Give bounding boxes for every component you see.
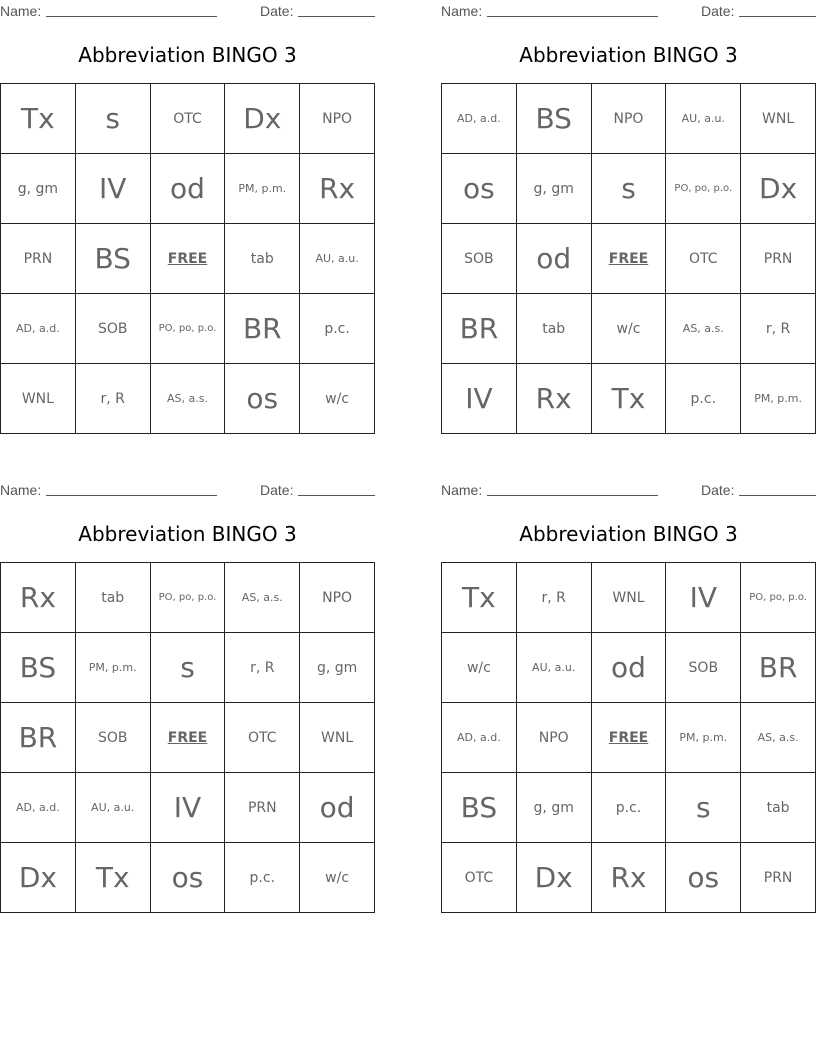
bingo-cell: PO, po, p.o. <box>741 563 816 633</box>
bingo-cell: IV <box>76 154 151 224</box>
bingo-cell: BS <box>442 773 517 843</box>
date-label: Date: <box>701 3 735 19</box>
name-date-row <box>0 482 375 498</box>
date-label: Date: <box>260 3 294 19</box>
bingo-cell: Tx <box>442 563 517 633</box>
bingo-cell: Dx <box>225 84 300 154</box>
bingo-cell: g, gm <box>300 633 375 703</box>
bingo-cell: w/c <box>300 364 375 434</box>
card-title: Abbreviation BINGO 3 <box>78 43 297 67</box>
card-title: Abbreviation BINGO 3 <box>519 522 738 546</box>
bingo-cell: BS <box>1 633 76 703</box>
bingo-cell: NPO <box>300 84 375 154</box>
bingo-cell: PM, p.m. <box>225 154 300 224</box>
bingo-cell: WNL <box>300 703 375 773</box>
bingo-cell: Dx <box>1 843 76 913</box>
name-label: Name: <box>0 482 42 498</box>
bingo-cell: os <box>442 154 517 224</box>
bingo-cell: AU, a.u. <box>76 773 151 843</box>
name-date-row <box>441 482 816 498</box>
bingo-cell: AU, a.u. <box>517 633 592 703</box>
date-label: Date: <box>701 482 735 498</box>
bingo-cell: s <box>76 84 151 154</box>
free-space-cell: FREE <box>151 703 226 773</box>
bingo-cell: SOB <box>76 294 151 364</box>
bingo-cell: NPO <box>300 563 375 633</box>
bingo-cell: PRN <box>741 843 816 913</box>
bingo-grid <box>0 83 375 434</box>
card-title: Abbreviation BINGO 3 <box>519 43 738 67</box>
bingo-cell: WNL <box>1 364 76 434</box>
bingo-cell: Tx <box>592 364 667 434</box>
name-line <box>46 495 217 496</box>
bingo-cell: w/c <box>592 294 667 364</box>
bingo-cell: od <box>517 224 592 294</box>
name-line <box>46 16 217 17</box>
bingo-cell: p.c. <box>666 364 741 434</box>
bingo-cell: w/c <box>442 633 517 703</box>
bingo-cell: Rx <box>300 154 375 224</box>
bingo-cell: WNL <box>592 563 667 633</box>
bingo-cell: PO, po, p.o. <box>666 154 741 224</box>
bingo-cell: od <box>592 633 667 703</box>
date-line <box>739 495 816 496</box>
bingo-cell: AS, a.s. <box>151 364 226 434</box>
bingo-cell: NPO <box>592 84 667 154</box>
bingo-cell: Dx <box>741 154 816 224</box>
bingo-cell: PRN <box>741 224 816 294</box>
bingo-cell: BS <box>76 224 151 294</box>
bingo-cell: r, R <box>225 633 300 703</box>
date-line <box>298 495 375 496</box>
bingo-cell: NPO <box>517 703 592 773</box>
bingo-cell: AD, a.d. <box>1 294 76 364</box>
bingo-cell: BS <box>517 84 592 154</box>
bingo-cell: os <box>666 843 741 913</box>
bingo-cell: s <box>592 154 667 224</box>
bingo-cell: os <box>151 843 226 913</box>
bingo-grid <box>0 562 375 913</box>
bingo-cell: s <box>151 633 226 703</box>
bingo-cell: IV <box>442 364 517 434</box>
bingo-cell: Tx <box>76 843 151 913</box>
bingo-cell: OTC <box>442 843 517 913</box>
date-label: Date: <box>260 482 294 498</box>
bingo-cell: AU, a.u. <box>666 84 741 154</box>
bingo-cell: OTC <box>666 224 741 294</box>
bingo-cell: AS, a.s. <box>225 563 300 633</box>
name-label: Name: <box>441 3 483 19</box>
bingo-cell: Rx <box>592 843 667 913</box>
bingo-cell: tab <box>741 773 816 843</box>
bingo-cell: SOB <box>76 703 151 773</box>
bingo-cell: WNL <box>741 84 816 154</box>
bingo-cell: p.c. <box>300 294 375 364</box>
bingo-cell: Rx <box>1 563 76 633</box>
bingo-cell: PM, p.m. <box>666 703 741 773</box>
name-line <box>487 495 658 496</box>
bingo-cell: tab <box>76 563 151 633</box>
bingo-cell: AD, a.d. <box>442 703 517 773</box>
bingo-cell: PRN <box>225 773 300 843</box>
date-line <box>739 16 816 17</box>
bingo-cell: od <box>151 154 226 224</box>
bingo-cell: BR <box>225 294 300 364</box>
bingo-cell: PRN <box>1 224 76 294</box>
name-label: Name: <box>441 482 483 498</box>
bingo-cell: g, gm <box>517 773 592 843</box>
bingo-cell: PM, p.m. <box>76 633 151 703</box>
bingo-cell: OTC <box>151 84 226 154</box>
bingo-cell: SOB <box>666 633 741 703</box>
bingo-cell: BR <box>741 633 816 703</box>
bingo-cell: od <box>300 773 375 843</box>
bingo-cell: p.c. <box>225 843 300 913</box>
bingo-cell: p.c. <box>592 773 667 843</box>
free-space-cell: FREE <box>151 224 226 294</box>
bingo-cell: BR <box>1 703 76 773</box>
free-space-cell: FREE <box>592 703 667 773</box>
bingo-grid <box>441 562 816 913</box>
bingo-cell: BR <box>442 294 517 364</box>
bingo-cell: AS, a.s. <box>666 294 741 364</box>
bingo-cell: w/c <box>300 843 375 913</box>
bingo-cell: IV <box>666 563 741 633</box>
bingo-cell: IV <box>151 773 226 843</box>
name-label: Name: <box>0 3 42 19</box>
name-date-row <box>0 3 375 19</box>
name-line <box>487 16 658 17</box>
bingo-cell: r, R <box>517 563 592 633</box>
bingo-cell: tab <box>225 224 300 294</box>
date-line <box>298 16 375 17</box>
bingo-cell: PM, p.m. <box>741 364 816 434</box>
bingo-cell: Rx <box>517 364 592 434</box>
bingo-cell: g, gm <box>517 154 592 224</box>
bingo-cell: SOB <box>442 224 517 294</box>
bingo-cell: Dx <box>517 843 592 913</box>
bingo-cell: AD, a.d. <box>442 84 517 154</box>
bingo-cell: r, R <box>76 364 151 434</box>
bingo-cell: g, gm <box>1 154 76 224</box>
bingo-cell: PO, po, p.o. <box>151 563 226 633</box>
bingo-cell: tab <box>517 294 592 364</box>
name-date-row <box>441 3 816 19</box>
bingo-cell: r, R <box>741 294 816 364</box>
bingo-cell: os <box>225 364 300 434</box>
card-title: Abbreviation BINGO 3 <box>78 522 297 546</box>
bingo-grid <box>441 83 816 434</box>
bingo-cell: AS, a.s. <box>741 703 816 773</box>
bingo-cell: s <box>666 773 741 843</box>
bingo-cell: PO, po, p.o. <box>151 294 226 364</box>
bingo-cell: AD, a.d. <box>1 773 76 843</box>
bingo-cell: OTC <box>225 703 300 773</box>
bingo-cell: AU, a.u. <box>300 224 375 294</box>
bingo-cell: Tx <box>1 84 76 154</box>
free-space-cell: FREE <box>592 224 667 294</box>
